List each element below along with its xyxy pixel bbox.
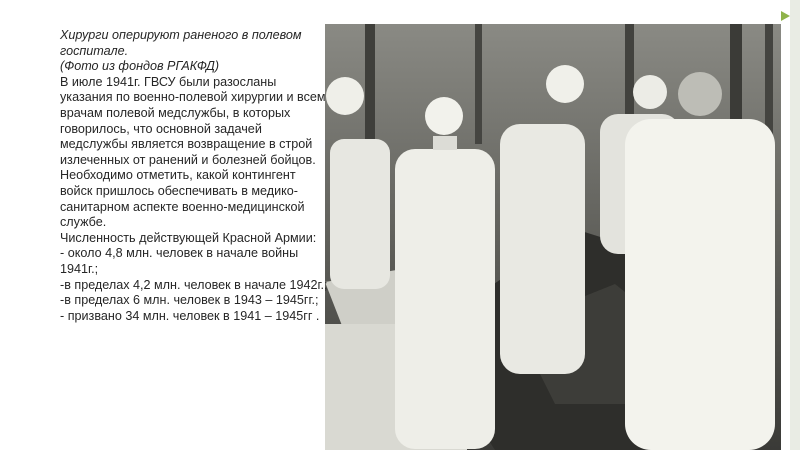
list-item: -в пределах 4,2 млн. человек в начале 1942г.; (60, 277, 328, 292)
caption-line-2: (Фото из фондов РГАКФД) (60, 59, 220, 74)
caption-line-1: Хирурги оперируют раненого в полевом госпитале. (60, 28, 302, 58)
photo-illustration (325, 24, 781, 450)
list-item: -в пределах 6 млн. человек в 1943 – 1945гг.; (60, 293, 319, 308)
edge-decoration-bar (790, 0, 800, 450)
strength-list (60, 246, 328, 324)
list-item: - около 4,8 млн. человек в начале войны 1941г.; (60, 246, 299, 276)
historical-photo (325, 24, 781, 450)
paragraph-directive: В июле 1941г. ГВСУ были разосланы указания по военно-полевой хирургии и всем врачам полевой медслужбы, в которых говорилось, что основной задачей медслужбы является возвращение в строй излеченных от ранений и болезней бойцов. (60, 74, 326, 167)
paragraph-strength-heading: Численность действующей Красной Армии: (60, 230, 317, 245)
slide-text (60, 28, 328, 324)
triangle-accent-icon (781, 11, 790, 21)
list-item: - призвано 34 млн. человек в 1941 – 1945гг . (60, 308, 320, 323)
photo-caption (60, 28, 328, 75)
paragraph-contingent: Необходимо отметить, какой контингент войск пришлось обеспечивать в медико-санитарном аспекте военно-медицинской службе. (60, 168, 305, 230)
